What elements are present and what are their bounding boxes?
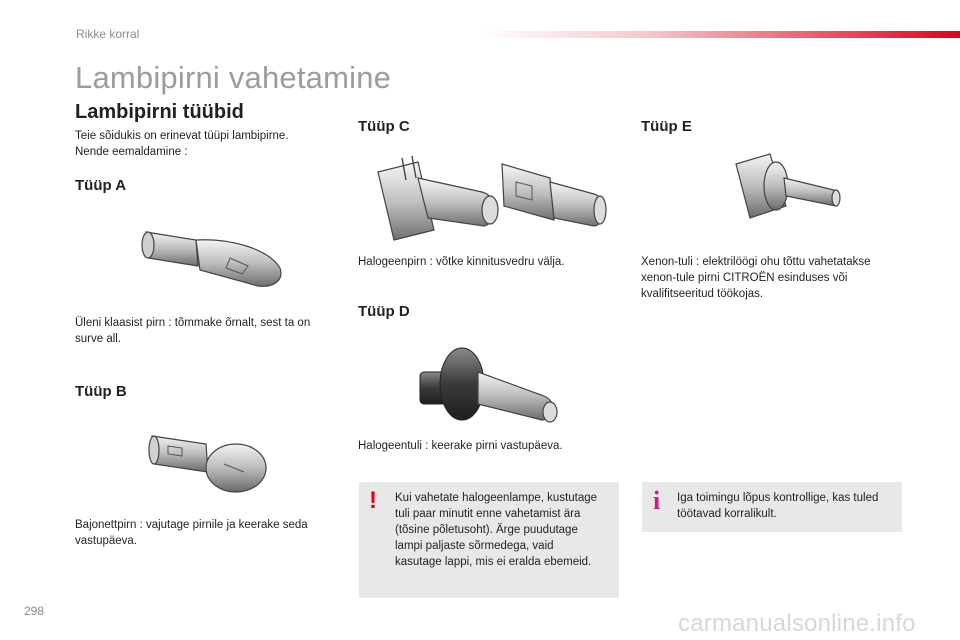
- description-line: Halogeentuli : keerake pirni vastupäeva.: [358, 440, 563, 452]
- section-title: Lambipirni tüübid: [75, 101, 244, 123]
- header-accent-bar: [480, 31, 960, 38]
- section-label: Rikke korral: [76, 27, 140, 41]
- description-line: kvalifitseeritud töökojas.: [641, 288, 764, 300]
- description-line: Halogeenpirn : võtke kinnitusvedru välja.: [358, 256, 565, 268]
- wedge-bulb-icon: [138, 218, 288, 292]
- description-line: vastupäeva.: [75, 535, 138, 547]
- info-line: töötavad korralikult.: [677, 508, 777, 520]
- type-e-heading: Tüüp E: [641, 118, 692, 135]
- intro-line: Nende eemaldamine :: [75, 146, 188, 158]
- info-box: [642, 482, 902, 532]
- info-text: [677, 490, 878, 522]
- warning-line: (tõsine põletusoht). Ärge puudutage: [395, 524, 578, 536]
- type-b-description: [75, 517, 308, 549]
- warning-box: [359, 482, 619, 598]
- watermark: carmanualsonline.info: [678, 610, 916, 637]
- warning-line: tuli paar minutit enne vahetamist ära: [395, 508, 581, 520]
- type-c-description: [358, 254, 564, 270]
- type-d-description: [358, 438, 563, 454]
- xenon-bulb-icon: [730, 150, 850, 234]
- type-d-heading: Tüüp D: [358, 303, 410, 320]
- info-line: Iga toimingu lõpus kontrollige, kas tuled: [677, 492, 879, 504]
- warning-text: [395, 490, 597, 570]
- type-b-heading: Tüüp B: [75, 383, 127, 400]
- description-line: Xenon-tuli : elektrilöögi ohu tõttu vahetatakse: [641, 256, 871, 268]
- halogen-bulbs-icon: [372, 152, 612, 246]
- halogen-socket-bulb-icon: [416, 342, 564, 426]
- warning-exclamation-icon: !: [369, 487, 377, 514]
- type-e-description: [641, 254, 871, 302]
- type-a-description: [75, 315, 310, 347]
- page-title: Lambipirni vahetamine: [75, 60, 392, 95]
- intro-line: Teie sõidukis on erinevat tüüpi lambipirne.: [75, 130, 289, 142]
- description-line: Üleni klaasist pirn : tõmmake õrnalt, sest ta on: [75, 317, 311, 329]
- intro-text: [75, 128, 289, 160]
- type-c-heading: Tüüp C: [358, 118, 410, 135]
- description-line: xenon-tule pirni CITROËN esinduses või: [641, 272, 848, 284]
- description-line: surve all.: [75, 333, 122, 345]
- page-number: 298: [24, 604, 45, 618]
- bayonet-bulb-icon: [148, 428, 270, 496]
- type-a-heading: Tüüp A: [75, 177, 127, 194]
- description-line: Bajonettpirn : vajutage pirnile ja keerake seda: [75, 519, 308, 531]
- warning-line: kasutage lappi, mis ei eralda ebemeid.: [395, 556, 592, 568]
- warning-line: Kui vahetate halogeenlampe, kustutage: [395, 492, 598, 504]
- info-icon: i: [653, 486, 661, 515]
- warning-line: lampi paljaste sõrmedega, vaid: [395, 540, 554, 552]
